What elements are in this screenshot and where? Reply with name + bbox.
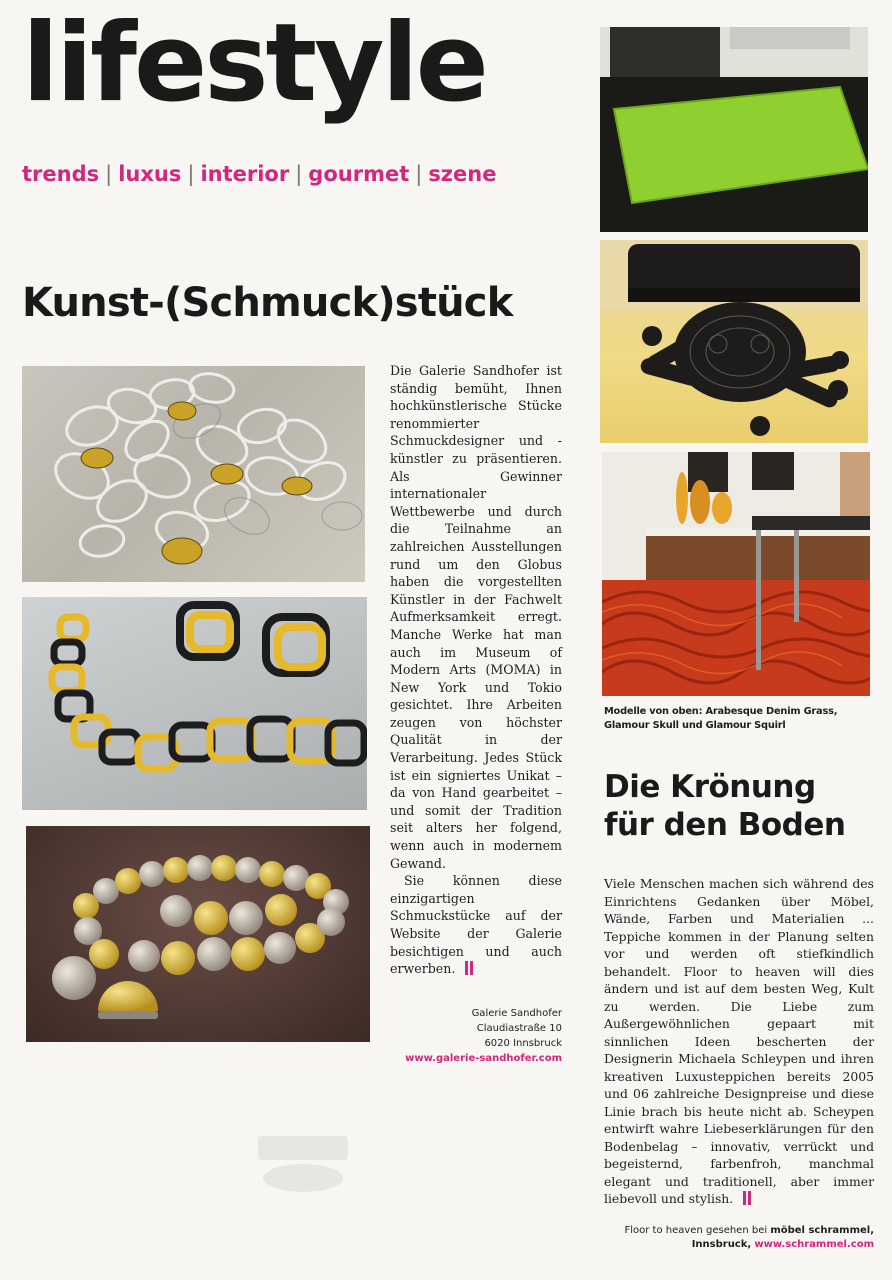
photo-bead-bracelets [26,826,370,1042]
credit-prefix: Floor to heaven gesehen bei [624,1225,768,1236]
article-headline-jewelry: Kunst-(Schmuck)stück [22,280,513,326]
section-luxus: luxus [118,162,182,186]
section-separator: | [415,162,423,186]
section-separator: | [295,162,303,186]
photo-arabesque-denim-grass-rug [600,27,868,232]
photo-black-gold-necklace [22,597,367,810]
retailer-credit [560,1224,874,1252]
photo-glamour-squirl-rug [602,452,870,696]
end-of-article-mark [743,1191,746,1205]
article-paragraph-text: Viele Menschen machen sich während des Einrichtens Gedanken über Möbel, Wände, Farben und Materialien ... Teppiche kommen in der Planung selten vor und werden oft stiefkindlich behandelt. Floor to heaven will dies ändern und ist auf dem besten Weg, Kult zu werden. Die Liebe zum Außergewöhnlichen gepaart mit sinnlichen Ideen bescherten der Designerin Michaela Schleypen und ihren kreativen Luxusteppichen bereits 2005 und 06 zahlreiche Designpreise und diese Linie brach bis heute nicht ab. Scheypen entwirft wahre Liebeserklärungen für den Bodenbelag – innovativ, verrückt und begeisternd, farbenfroh, manchmal elegant und traditionell, aber immer liebevoll und stylish. [604,876,874,1206]
article-body-carpets [604,875,874,1208]
gallery-city: 6020 Innsbruck [484,1038,562,1049]
article-headline-carpets [604,768,874,844]
end-of-article-mark [465,961,468,975]
article-paragraph [604,875,874,1208]
section-separator: | [187,162,195,186]
credit-city: Innsbruck, [691,1239,752,1250]
section-szene: szene [428,162,497,186]
section-interior: interior [200,162,290,186]
photo-glamour-skull-rug [600,240,868,443]
section-separator: | [105,162,113,186]
photo-silver-ring-necklace [22,366,365,582]
article-paragraph: Die Galerie Sandhofer ist ständig bemüht, Ihnen hochkünstlerische Stücke renommierter Schmuckdesigner und -künstler zu präsentieren. Als Gewinner internationaler Wettbewerbe und durch die Teilnahme an zahlreichen Ausstellungen rund um den Globus haben die vorgestellten Künstler in der Fachwelt Aufmerksamkeit erregt. Manche Werke hat man auch im Museum of Modern Arts (MOMA) in New York und Tokio gesichtet. Ihre Arbeiten zeugen von höchster Qualität in der Verarbeitung. Jedes Stück ist ein signiertes Unikat – da von Hand gearbeitet – und somit der Tradition seit alters her folgend, wenn auch in modernem Gewand. [390,363,562,871]
watermark-logo-icon [248,1126,358,1196]
credit-store: möbel schrammel, [770,1225,874,1236]
section-nav [22,162,496,186]
gallery-street: Claudiastraße 10 [476,1023,562,1034]
headline-line-1: Die Krönung [604,769,816,805]
gallery-contact-block [380,1006,562,1066]
section-trends: trends [22,162,100,186]
retailer-website-link[interactable]: www.schrammel.com [754,1239,874,1250]
headline-line-2: für den Boden [604,807,846,843]
masthead-title: lifestyle [22,1,486,126]
gallery-name: Galerie Sandhofer [471,1008,562,1019]
carpet-photo-caption: Modelle von oben: Arabesque Denim Grass, Glamour Skull und Glamour Squirl [604,706,838,731]
article-paragraph [390,872,562,978]
section-gourmet: gourmet [308,162,410,186]
article-body-jewelry [390,362,562,978]
gallery-website-link[interactable]: www.galerie-sandhofer.com [405,1053,562,1064]
article-paragraph-text: Sie können diese einzigartigen Schmuckstücke auf der Website der Galerie besichtigen und auch erwerben. [390,873,562,977]
